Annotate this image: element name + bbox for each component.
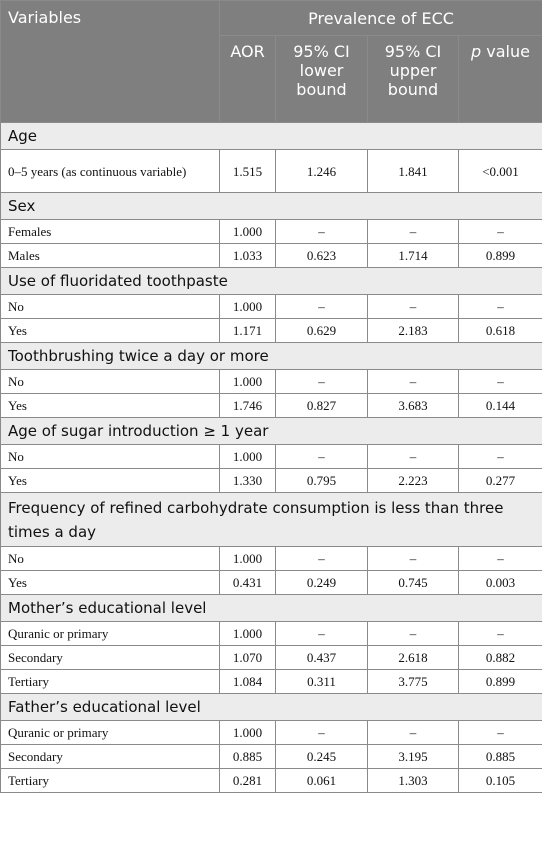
p-value-cell: – bbox=[459, 220, 542, 244]
ci-upper-cell: – bbox=[368, 220, 459, 244]
ci-lower-cell: 0.795 bbox=[276, 469, 368, 493]
section-header-row bbox=[1, 268, 542, 295]
aor-cell: 1.033 bbox=[220, 244, 276, 268]
ci-lower-cell: – bbox=[276, 547, 368, 571]
ci-lower-cell: 0.245 bbox=[276, 745, 368, 769]
ci-upper-cell: – bbox=[368, 622, 459, 646]
ci-lower-header: 95% CI lower bound bbox=[276, 36, 368, 123]
table-row bbox=[1, 745, 542, 769]
aor-cell: 1.000 bbox=[220, 547, 276, 571]
section-title: Sex bbox=[1, 193, 542, 220]
p-value-cell: 0.144 bbox=[459, 394, 542, 418]
section-title: Mother’s educational level bbox=[1, 595, 542, 622]
ci-lower-cell: 0.827 bbox=[276, 394, 368, 418]
row-label: Females bbox=[1, 220, 220, 244]
row-label: 0–5 years (as continuous variable) bbox=[1, 150, 220, 193]
value-word: value bbox=[481, 42, 530, 61]
section-header-row bbox=[1, 418, 542, 445]
aor-cell: 1.171 bbox=[220, 319, 276, 343]
ci-lower-cell: 0.249 bbox=[276, 571, 368, 595]
section-header-row bbox=[1, 694, 542, 721]
aor-cell: 1.000 bbox=[220, 721, 276, 745]
section-title: Age bbox=[1, 123, 542, 150]
aor-cell: 0.431 bbox=[220, 571, 276, 595]
ci-lower-cell: – bbox=[276, 370, 368, 394]
table-row bbox=[1, 244, 542, 268]
aor-cell: 1.515 bbox=[220, 150, 276, 193]
ci-lower-cell: – bbox=[276, 622, 368, 646]
ci-lower-cell: – bbox=[276, 445, 368, 469]
table-row bbox=[1, 319, 542, 343]
aor-cell: 1.330 bbox=[220, 469, 276, 493]
p-value-cell: 0.105 bbox=[459, 769, 542, 793]
section-title: Use of fluoridated toothpaste bbox=[1, 268, 542, 295]
p-value-cell: – bbox=[459, 295, 542, 319]
p-value-cell: 0.885 bbox=[459, 745, 542, 769]
section-header-row bbox=[1, 123, 542, 150]
aor-cell: 1.070 bbox=[220, 646, 276, 670]
ci-lower-cell: 0.629 bbox=[276, 319, 368, 343]
ci-upper-cell: – bbox=[368, 370, 459, 394]
table-header bbox=[1, 1, 542, 123]
ci-lower-cell: 0.623 bbox=[276, 244, 368, 268]
p-value-cell: – bbox=[459, 547, 542, 571]
section-header-row bbox=[1, 493, 542, 547]
table-row bbox=[1, 646, 542, 670]
aor-cell: 1.746 bbox=[220, 394, 276, 418]
row-label: Yes bbox=[1, 571, 220, 595]
table-row bbox=[1, 622, 542, 646]
ci-upper-cell: 1.841 bbox=[368, 150, 459, 193]
aor-cell: 1.000 bbox=[220, 445, 276, 469]
ci-lower-cell: 0.437 bbox=[276, 646, 368, 670]
p-value-cell: 0.277 bbox=[459, 469, 542, 493]
table-row bbox=[1, 370, 542, 394]
aor-cell: 1.000 bbox=[220, 220, 276, 244]
p-value-cell: <0.001 bbox=[459, 150, 542, 193]
variables-header: Variables bbox=[1, 1, 220, 123]
aor-cell: 0.885 bbox=[220, 745, 276, 769]
ci-upper-cell: 3.775 bbox=[368, 670, 459, 694]
p-value-cell: 0.882 bbox=[459, 646, 542, 670]
ci-upper-cell: 0.745 bbox=[368, 571, 459, 595]
table-row bbox=[1, 394, 542, 418]
row-label: Males bbox=[1, 244, 220, 268]
ci-upper-cell: – bbox=[368, 445, 459, 469]
ci-upper-cell: – bbox=[368, 547, 459, 571]
table-row bbox=[1, 445, 542, 469]
row-label: No bbox=[1, 547, 220, 571]
row-label: Secondary bbox=[1, 646, 220, 670]
p-value-header bbox=[459, 36, 542, 123]
section-title: Toothbrushing twice a day or more bbox=[1, 343, 542, 370]
p-value-cell: – bbox=[459, 622, 542, 646]
section-title: Frequency of refined carbohydrate consumption is less than three times a day bbox=[1, 493, 542, 547]
table-row bbox=[1, 769, 542, 793]
ci-upper-cell: 2.223 bbox=[368, 469, 459, 493]
row-label: Yes bbox=[1, 319, 220, 343]
table-row bbox=[1, 670, 542, 694]
ci-lower-cell: – bbox=[276, 295, 368, 319]
row-label: Quranic or primary bbox=[1, 622, 220, 646]
row-label: Yes bbox=[1, 469, 220, 493]
aor-cell: 0.281 bbox=[220, 769, 276, 793]
p-value-cell: – bbox=[459, 370, 542, 394]
ci-upper-cell: 2.183 bbox=[368, 319, 459, 343]
row-label: Tertiary bbox=[1, 769, 220, 793]
ci-upper-cell: – bbox=[368, 721, 459, 745]
p-letter: p bbox=[471, 42, 482, 61]
prevalence-header: Prevalence of ECC bbox=[220, 1, 542, 36]
row-label: Tertiary bbox=[1, 670, 220, 694]
table-row bbox=[1, 150, 542, 193]
p-value-cell: 0.618 bbox=[459, 319, 542, 343]
table-row bbox=[1, 220, 542, 244]
aor-header: AOR bbox=[220, 36, 276, 123]
aor-cell: 1.000 bbox=[220, 370, 276, 394]
ci-upper-cell: 3.195 bbox=[368, 745, 459, 769]
row-label: No bbox=[1, 445, 220, 469]
section-header-row bbox=[1, 343, 542, 370]
ci-upper-cell: 1.714 bbox=[368, 244, 459, 268]
aor-cell: 1.000 bbox=[220, 622, 276, 646]
ci-upper-cell: – bbox=[368, 295, 459, 319]
p-value-cell: 0.899 bbox=[459, 670, 542, 694]
row-label: Quranic or primary bbox=[1, 721, 220, 745]
table-row bbox=[1, 571, 542, 595]
p-value-cell: 0.899 bbox=[459, 244, 542, 268]
p-value-cell: – bbox=[459, 721, 542, 745]
row-label: No bbox=[1, 295, 220, 319]
table-row bbox=[1, 547, 542, 571]
ci-lower-cell: 0.311 bbox=[276, 670, 368, 694]
table-row bbox=[1, 721, 542, 745]
row-label: Yes bbox=[1, 394, 220, 418]
ci-lower-cell: – bbox=[276, 220, 368, 244]
table-row bbox=[1, 469, 542, 493]
section-header-row bbox=[1, 193, 542, 220]
ci-upper-cell: 3.683 bbox=[368, 394, 459, 418]
p-value-cell: 0.003 bbox=[459, 571, 542, 595]
ci-upper-cell: 2.618 bbox=[368, 646, 459, 670]
ci-upper-header: 95% CI upper bound bbox=[368, 36, 459, 123]
aor-cell: 1.000 bbox=[220, 295, 276, 319]
ci-upper-cell: 1.303 bbox=[368, 769, 459, 793]
row-label: No bbox=[1, 370, 220, 394]
ci-lower-cell: 1.246 bbox=[276, 150, 368, 193]
table-body bbox=[1, 123, 542, 793]
ci-lower-cell: 0.061 bbox=[276, 769, 368, 793]
aor-cell: 1.084 bbox=[220, 670, 276, 694]
p-value-cell: – bbox=[459, 445, 542, 469]
row-label: Secondary bbox=[1, 745, 220, 769]
table-row bbox=[1, 295, 542, 319]
section-title: Age of sugar introduction ≥ 1 year bbox=[1, 418, 542, 445]
section-header-row bbox=[1, 595, 542, 622]
ci-lower-cell: – bbox=[276, 721, 368, 745]
section-title: Father’s educational level bbox=[1, 694, 542, 721]
